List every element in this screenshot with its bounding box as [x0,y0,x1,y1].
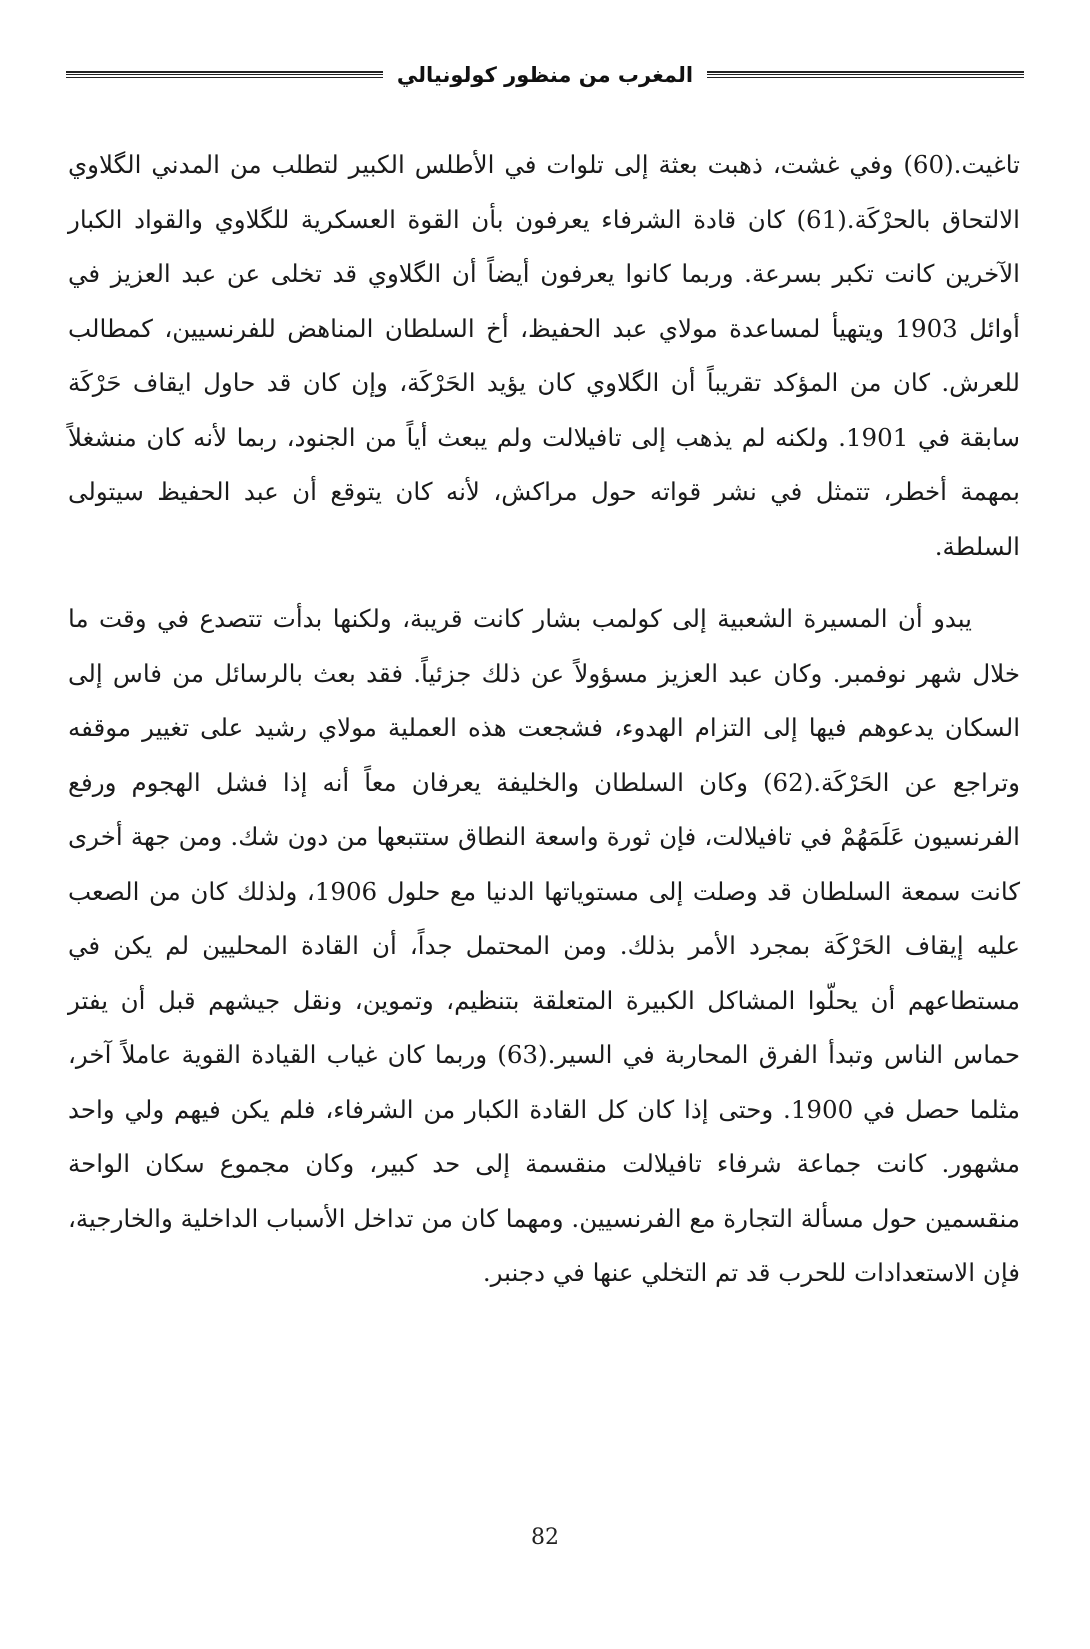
body-text [68,138,1020,1301]
page-number: 82 [531,1525,559,1550]
paragraph-1: تاغيت.(60) وفي غشت، ذهبت بعثة إلى تلوات في الأطلس الكبير لتطلب من المدني الگلاوي الالتحاق بالحرْكَة.(61) كان قادة الشرفاء يعرفون بأن القوة العسكرية للگلاوي والقواد الكبار الآخرين كانت تكبر بسرعة. وربما كانوا يعرفون أيضاً أن الگلاوي قد تخلى عن عبد العزيز في أوائل 1903 ويتهيأ لمساعدة مولاي عبد الحفيظ، أخ السلطان المناهض للفرنسيين، كمطالب للعرش. كان من المؤكد تقريباً أن الگلاوي كان يؤيد الحَرْكَة، وإن كان قد حاول ايقاف حَرْكَة سابقة في 1901. ولكنه لم يذهب إلى تافيلالت ولم يبعث أياً من الجنود، ربما لأنه كان منشغلاً بمهمة أخطر، تتمثل في نشر قواته حول مراكش، لأنه كان يتوقع أن عبد الحفيظ سيتولى السلطة. [68,150,1020,561]
header-title: المغرب من منظور كولونيالي [396,63,694,87]
header-rule-left [66,69,383,81]
running-header [66,58,1024,92]
header-rule-right [707,69,1024,81]
paragraph-2: يبدو أن المسيرة الشعبية إلى كولمب بشار كانت قريبة، ولكنها بدأت تتصدع في وقت ما خلال شهر نوفمبر. وكان عبد العزيز مسؤولاً عن ذلك جزئياً. فقد بعث بالرسائل من فاس إلى السكان يدعوهم فيها إلى التزام الهدوء، فشجعت هذه العملية مولاي رشيد على تغيير موقفه وتراجع عن الحَرْكَة.(62) وكان السلطان والخليفة يعرفان معاً أنه إذا فشل الهجوم ورفع الفرنسيون عَلَمَهُمْ في تافيلالت، فإن ثورة واسعة النطاق ستتبعها من دون شك. ومن جهة أخرى كانت سمعة السلطان قد وصلت إلى مستوياتها الدنيا مع حلول 1906، ولذلك كان من الصعب عليه إيقاف الحَرْكَة بمجرد الأمر بذلك. ومن المحتمل جداً، أن القادة المحليين لم يكن في مستطاعهم أن يحلّوا المشاكل الكبيرة المتعلقة بتنظيم، وتموين، ونقل جيشهم قبل أن يفتر حماس الناس وتبدأ الفرق المحاربة في السير.(63) وربما كان غياب القيادة القوية عاملاً آخر، مثلما حصل في 1900. وحتى إذا كان كل القادة الكبار من الشرفاء، فلم يكن فيهم ولي واحد مشهور. كانت جماعة شرفاء تافيلالت منقسمة إلى حد كبير، وكان مجموع سكان الواحة منقسمين حول مسألة التجارة مع الفرنسيين. ومهما كان من تداخل الأسباب الداخلية والخارجية، فإن الاستعدادات للحرب قد تم التخلي عنها في دجنبر. [68,604,1020,1287]
